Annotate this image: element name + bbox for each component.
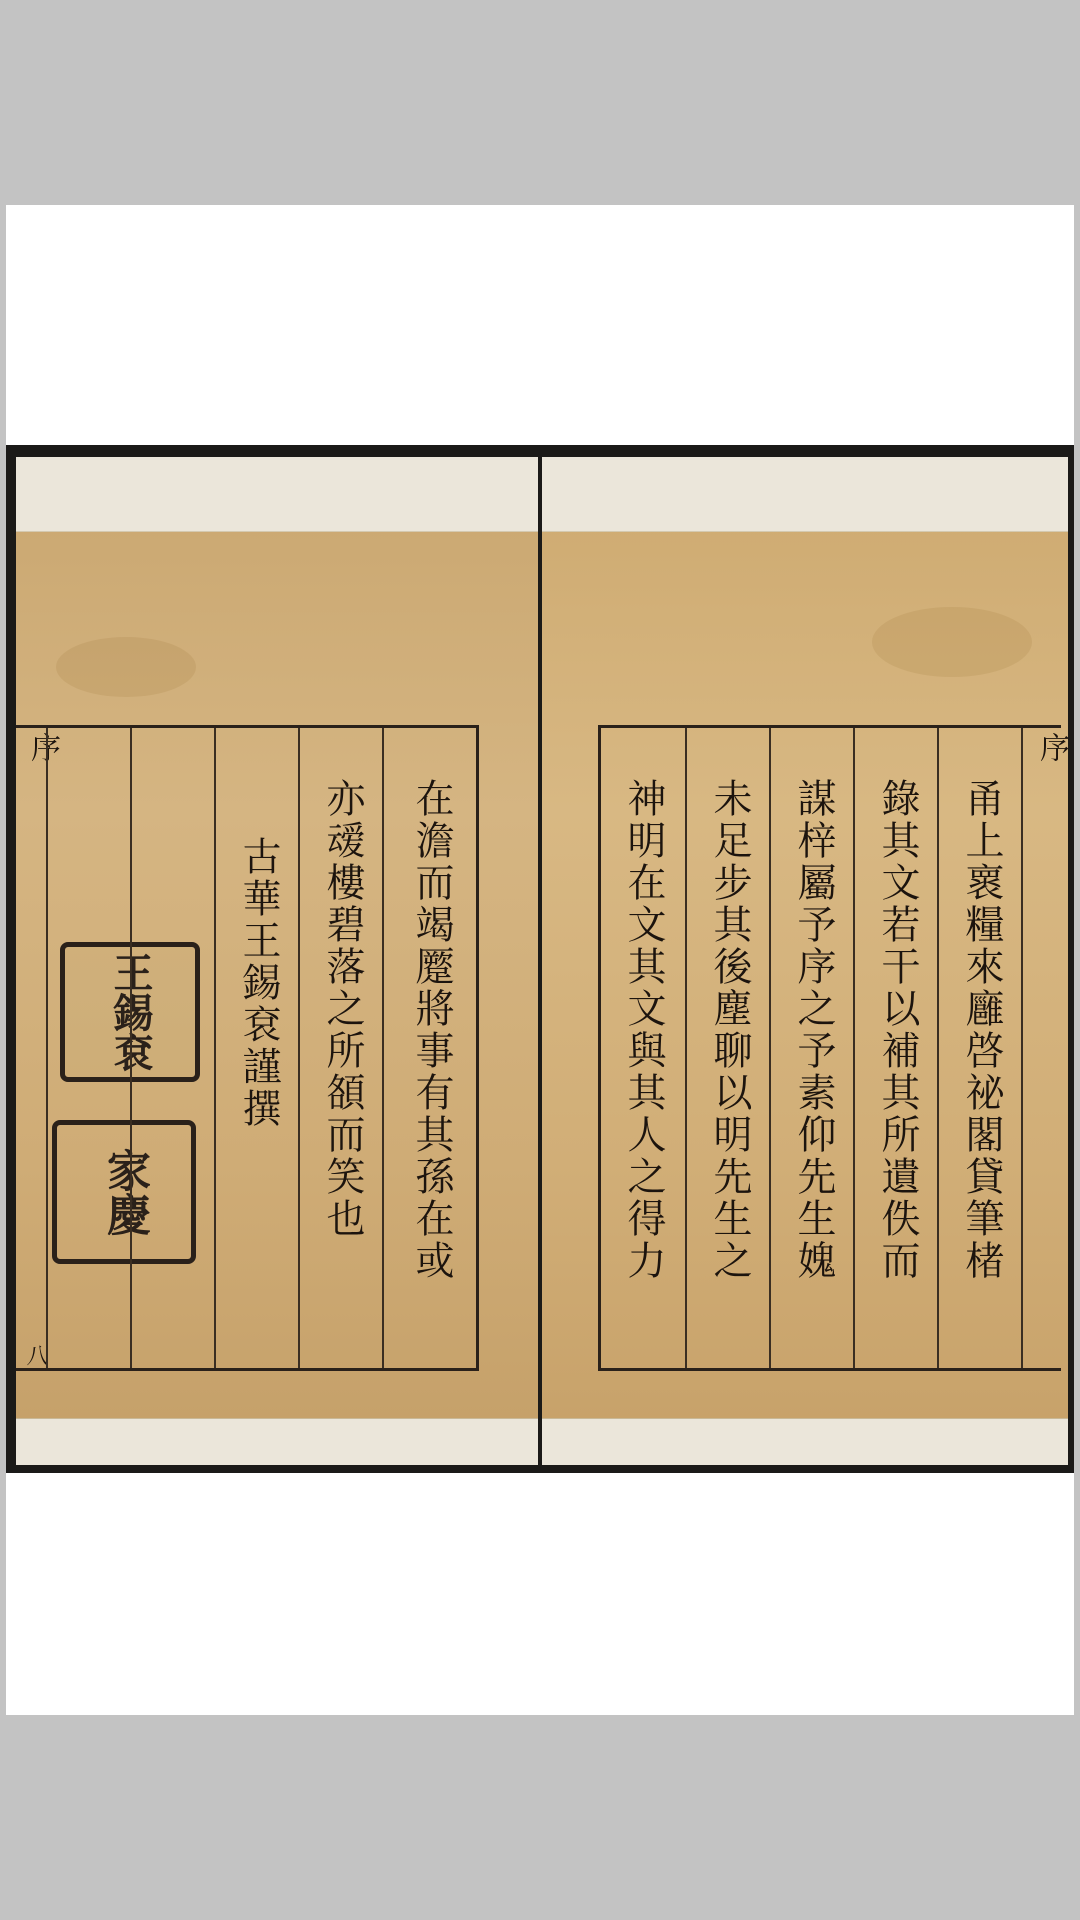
column-text: 甬上褱糧來廱啓祕閣貸筆楮 [959,778,1004,1282]
bottom-margin-band [16,1418,538,1465]
seal-column [46,728,154,1368]
column-text: 錄其文若干以補其所遺佚而 [875,778,920,1282]
top-margin-band [16,457,538,532]
text-column [937,728,1023,1368]
text-column [853,728,939,1368]
text-column [382,728,478,1368]
text-column [298,728,384,1368]
bottom-margin-band [542,1418,1068,1465]
seal-studio-stamp: 家慶 [52,1120,196,1264]
column-text: 神明在文其文與其人之得力 [621,778,666,1282]
column-text: 亦叆樓碧落之所頟而笑也 [320,778,365,1240]
margin-title-char: 序 [25,732,60,762]
text-frame [598,725,1069,1371]
book-scan [6,445,1074,1473]
paper-stain [872,607,1032,677]
column-text: 未足步其後塵聊以明先生之 [707,778,752,1282]
text-column [769,728,855,1368]
empty-column [130,728,216,1368]
paper-stain [56,637,196,697]
seal-name-stamp: 王錫袞 [60,942,200,1082]
column-text: 在澹而竭蹷將事有其孫在或 [409,778,454,1282]
text-column [601,728,685,1368]
text-column [685,728,771,1368]
margin-title-char: 序 [1034,732,1069,762]
page-number: 八 [23,1344,48,1366]
left-page [16,457,538,1465]
column-text: 謀梓屬予序之予素仰先生媿 [791,778,836,1282]
top-margin-band [542,457,1068,532]
text-column [214,728,300,1368]
column-text: 古華王錫袞謹撰 [236,836,281,1130]
page-edge-column [16,728,60,1368]
text-frame [16,725,479,1371]
right-page [542,457,1068,1465]
page-edge-column [1021,728,1069,1368]
